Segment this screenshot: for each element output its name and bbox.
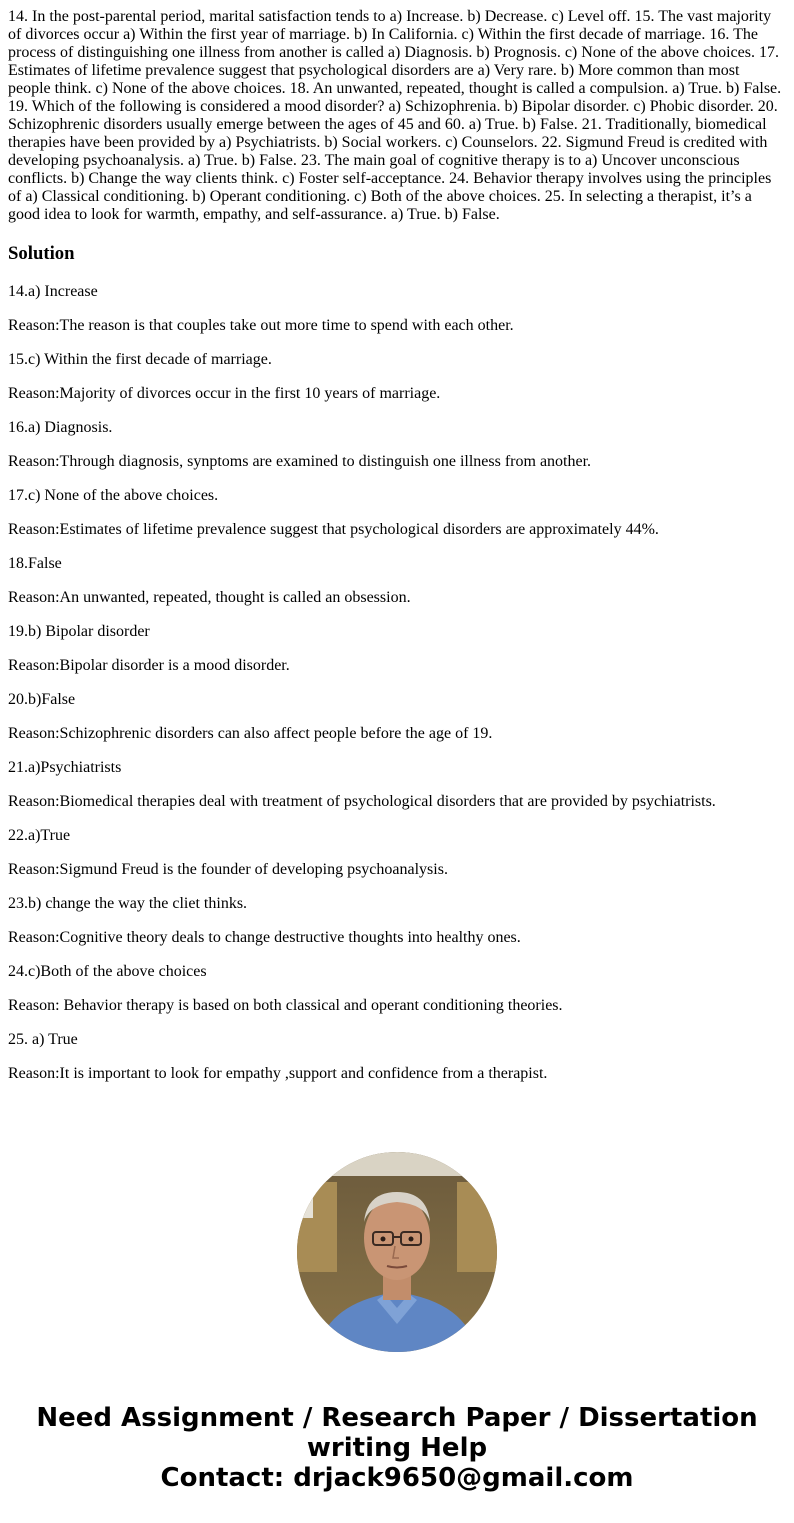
reason-line: Reason:Schizophrenic disorders can also affect people before the age of 19. bbox=[8, 725, 493, 742]
reason-line: Reason:Majority of divorces occur in the first 10 years of marriage. bbox=[8, 385, 441, 402]
promo-banner bbox=[0, 1403, 794, 1493]
answer-line: 19.b) Bipolar disorder bbox=[8, 623, 150, 640]
reason-line: Reason:Estimates of lifetime prevalence suggest that psychological disorders are approximately 44%. bbox=[8, 521, 659, 538]
portrait-illustration bbox=[297, 1152, 497, 1352]
promo-line: Need Assignment / Research Paper / Dissertation bbox=[36, 1403, 758, 1433]
reason-line: Reason:Cognitive theory deals to change destructive thoughts into healthy ones. bbox=[8, 929, 521, 946]
author-avatar bbox=[297, 1152, 497, 1352]
answer-line: 14.a) Increase bbox=[8, 283, 98, 300]
answer-line: 20.b)False bbox=[8, 691, 76, 708]
reason-line: Reason:The reason is that couples take out more time to spend with each other. bbox=[8, 317, 514, 334]
reason-line: Reason:Through diagnosis, synptoms are examined to distinguish one illness from another. bbox=[8, 453, 592, 470]
reason-line: Reason: Behavior therapy is based on both classical and operant conditioning theories. bbox=[8, 997, 563, 1014]
reason-line: Reason:Biomedical therapies deal with treatment of psychological disorders that are provided by psychiatrists. bbox=[8, 793, 716, 810]
reason-line: Reason:Sigmund Freud is the founder of developing psychoanalysis. bbox=[8, 861, 448, 878]
reason-line: Reason:An unwanted, repeated, thought is called an obsession. bbox=[8, 589, 411, 606]
answer-line: 18.False bbox=[8, 555, 62, 572]
promo-line: writing Help bbox=[306, 1433, 488, 1463]
answers-list bbox=[8, 283, 786, 1099]
answer-line: 22.a)True bbox=[8, 827, 71, 844]
answer-line: 15.c) Within the first decade of marriage. bbox=[8, 351, 272, 368]
reason-line: Reason:Bipolar disorder is a mood disorder. bbox=[8, 657, 290, 674]
answer-line: 25. a) True bbox=[8, 1031, 78, 1048]
contact-email: Contact: drjack9650@gmail.com bbox=[160, 1463, 634, 1493]
solution-heading: Solution bbox=[8, 243, 75, 264]
question-text: 14. In the post-parental period, marital satisfaction tends to a) Increase. b) Decrease. c) Level off. 15. The vast majority of divorces occur a) Within the first year of marriage. b) In California. c) Within the first decade of marriage. 16. The process of distinguishing one illness from another is called a) Diagnosis. b) Prognosis. c) None of the above choices. 17. Estimates of lifetime prevalence suggest that psychological disorders are a) Very rare. b) More common than most people think. c) None of the above choices. 18. An unwanted, repeated, thought is called a compulsion. a) True. b) False. 19. Which of the following is considered a mood disorder? a) Schizophrenia. b) Bipolar disorder. c) Phobic disorder. 20. Schizophrenic disorders usually emerge between the ages of 45 and 60. a) True. b) False. 21. Traditionally, biomedical therapies have been provided by a) Psychiatrists. b) Social workers. c) Counselors. 22. Sigmund Freud is credited with developing psychoanalysis. a) True. b) False. 23. The main goal of cognitive therapy is to a) Uncover unconscious conflicts. b) Change the way clients think. c) Foster self-acceptance. 24. Behavior therapy involves using the principles of a) Classical conditioning. b) Operant conditioning. c) Both of the above choices. 25. In selecting a therapist, it’s a good idea to look for warmth, empathy, and self-assurance. a) True. b) False. bbox=[8, 8, 782, 223]
answer-line: 23.b) change the way the cliet thinks. bbox=[8, 895, 248, 912]
answer-line: 24.c)Both of the above choices bbox=[8, 963, 207, 980]
answer-line: 17.c) None of the above choices. bbox=[8, 487, 219, 504]
reason-line: Reason:It is important to look for empathy ,support and confidence from a therapist. bbox=[8, 1065, 548, 1082]
answer-line: 21.a)Psychiatrists bbox=[8, 759, 122, 776]
answer-line: 16.a) Diagnosis. bbox=[8, 419, 113, 436]
